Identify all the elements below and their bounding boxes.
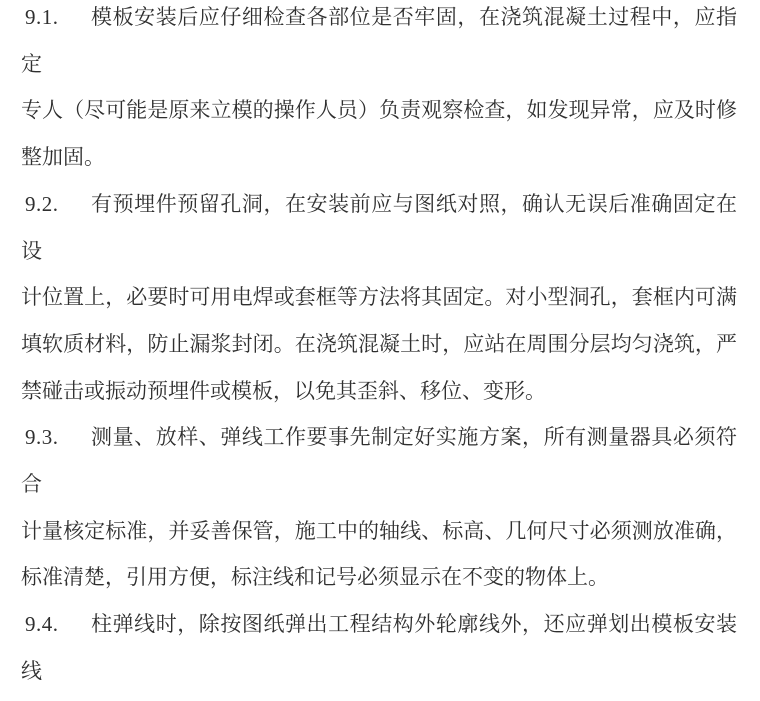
line-text: 专人（尽可能是原来立模的操作人员）负责观察检查，如发现异常，应及时修	[21, 98, 737, 123]
line-text: 测量、放样、弹线工作要事先制定好实施方案，所有测量器具必须符合	[21, 425, 737, 497]
line-text: 柱弹线时，除按图纸弹出工程结构外轮廓线外，还应弹划出模板安装线	[21, 612, 737, 683]
line-text: 标准清楚，引用方便，标注线和记号必须显示在不变的物体上。	[21, 565, 609, 590]
text-line	[21, 321, 737, 368]
text-line	[21, 554, 737, 601]
line-text: 整加固。	[21, 145, 105, 170]
line-text: 模板安装后应仔细检查各部位是否牢固，在浇筑混凝土过程中，应指定	[21, 5, 737, 76]
line-text: 计位置上，必要时可用电焊或套框等方法将其固定。对小型洞孔，套框内可满	[21, 285, 737, 310]
clause-number: 9.3.	[25, 425, 59, 450]
text-line	[21, 87, 737, 134]
line-text: 填软质材料，防止漏浆封闭。在浇筑混凝土时，应站在周围分层均匀浇筑，严	[21, 331, 737, 356]
text-line	[21, 274, 737, 321]
clause-number: 9.2.	[25, 191, 59, 216]
clause-9-2	[21, 181, 737, 415]
clause-number: 9.4.	[25, 612, 59, 637]
text-line	[21, 414, 737, 507]
clause-9-3	[21, 414, 737, 601]
text-line	[21, 134, 737, 181]
clause-9-1	[21, 0, 737, 181]
line-text: 禁碰击或振动预埋件或模板，以免其歪斜、移位、变形。	[21, 378, 546, 403]
text-line	[21, 181, 737, 274]
clause-9-4	[21, 601, 737, 694]
text-line	[21, 0, 737, 87]
clause-number: 9.1.	[25, 5, 59, 29]
text-line	[21, 508, 737, 555]
line-text: 有预埋件预留孔洞，在安装前应与图纸对照，确认无误后准确固定在设	[21, 191, 737, 263]
line-text: 计量核定标准，并妥善保管，施工中的轴线、标高、几何尺寸必须测放准确，	[21, 518, 737, 543]
text-line	[21, 601, 737, 694]
text-line	[21, 368, 737, 415]
